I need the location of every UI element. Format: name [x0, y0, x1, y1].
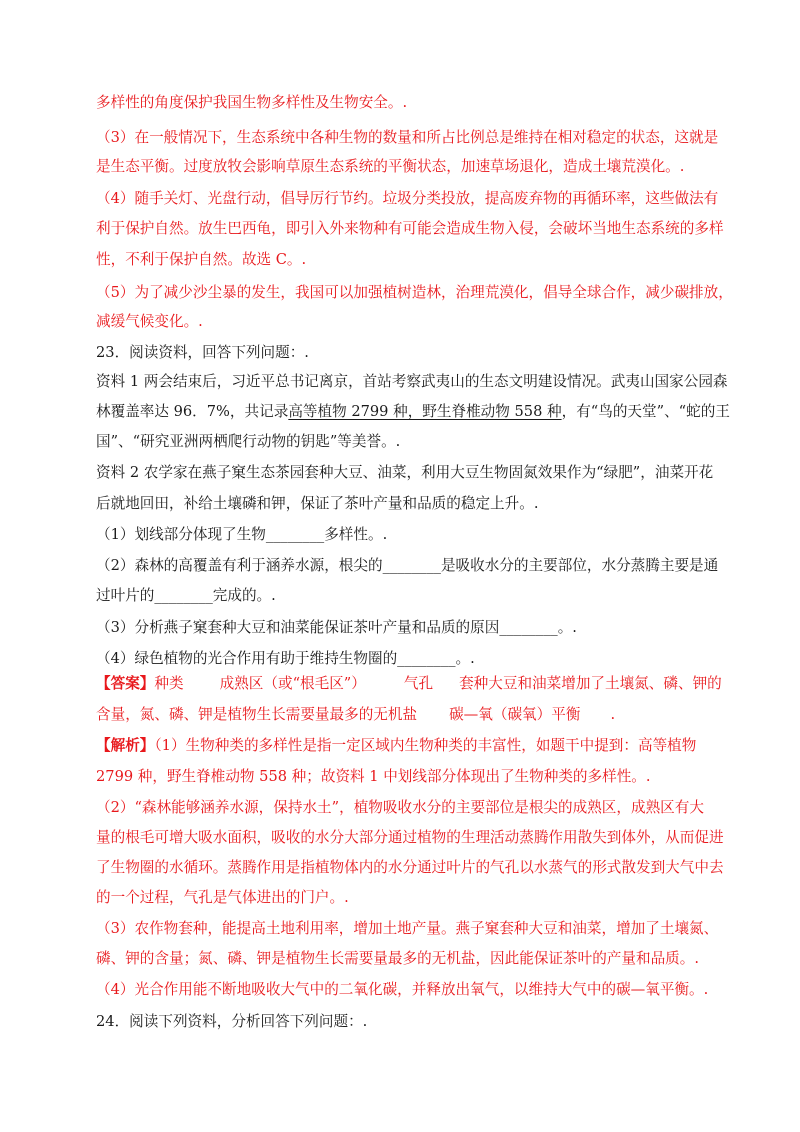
analysis-p2-line2: 量的根毛可增大吸水面积，吸收的水分大部分通过植物的生理活动蒸腾作用散失到体外，从而促进: [96, 829, 724, 846]
prev-analysis-p3-line2: 是生态平衡。过度放牧会影响草原生态系统的平衡状态，加速草场退化，造成土壤荒漠化。.: [96, 158, 685, 175]
analysis-p3-line1: （3）农作物套种，能提高土地利用率，增加土地产量。燕子窠套种大豆和油菜，增加了土壤氮、: [96, 920, 719, 937]
prev-analysis-p5-line2: 减缓气候变化。.: [96, 313, 203, 330]
answer-5: 碳—氧（碳氧）平衡: [449, 706, 581, 723]
sub-question-4: （4）绿色植物的光合作用有助于维持生物圈的________。.: [96, 650, 475, 667]
answer-line1: [96, 674, 722, 694]
prev-analysis-p5-line1: （5）为了减少沙尘暴的发生，我国可以加强植树造林，治理荒漠化，倡导全球合作，减少碳排放，: [96, 284, 733, 301]
answer-end-mark: .: [610, 706, 616, 723]
analysis-tag: 【解析】: [96, 737, 155, 754]
sub-question-2-line2: 过叶片的________完成的。.: [96, 587, 276, 604]
answer-line2: [96, 705, 615, 725]
analysis-p1-line2: 2799 种，野生脊椎动物 558 种；故资料 1 中划线部分体现出了生物种类的多样性。.: [96, 768, 651, 785]
analysis-p2-line3: 了生物圈的水循环。蒸腾作用是指植物体内的水分通过叶片的气孔以水蒸气的形式散发到大气中去: [96, 859, 724, 876]
prev-analysis-p4-line1: （4）随手关灯、光盘行动，倡导厉行节约。垃圾分类投放，提高废弃物的再循环率，这些做法有: [96, 190, 719, 207]
prev-analysis-p4-line3: 性，不利于保护自然。故选 C。.: [96, 251, 307, 268]
analysis-p2-line4: 的一个过程，气孔是气体进出的门户。.: [96, 889, 349, 906]
question-24-stem: 24．阅读下列资料，分析回答下列问题：.: [96, 1013, 368, 1030]
analysis-p3-line2: 磷、钾的含量；氮、磷、钾是植物生长需要量最多的无机盐，因此能保证茶叶的产量和品质。.: [96, 950, 699, 967]
material-1-line2: [96, 402, 730, 422]
prev-analysis-p2-tail: 多样性的角度保护我国生物多样性及生物安全。.: [96, 94, 408, 111]
analysis-p1-line1: [96, 736, 696, 756]
material-2-line1: 资料 2 农学家在燕子窠生态茶园套种大豆、油菜，利用大豆生物固氮效果作为“绿肥”，油菜开花: [96, 464, 714, 481]
answer-tag: 【答案】: [96, 675, 155, 692]
prev-analysis-p4-line2: 利于保护自然。放生巴西龟，即引入外来物种有可能会造成生物入侵，会破坏当地生态系统的多样: [96, 220, 724, 237]
material-1-line3: 国”、“研究亚洲两栖爬行动物的钥匙”等美誉。.: [96, 433, 401, 450]
material-1-line1: 资料 1 两会结束后，习近平总书记离京，首站考察武夷山的生态文明建设情况。武夷山国家公园森: [96, 373, 728, 390]
analysis-p4: （4）光合作用能不断地吸收大气中的二氧化碳，并释放出氧气，以维持大气中的碳—氧平衡。.: [96, 981, 709, 998]
material-1-line2-start: 林覆盖率达 96．7%，共记录: [96, 403, 289, 420]
question-23-stem: 23．阅读资料，回答下列问题：.: [96, 344, 309, 361]
analysis-p2-line1: （2）“森林能够涵养水源，保持水土”，植物吸收水分的主要部位是根尖的成熟区，成熟区有大: [96, 799, 704, 816]
answer-1: 种类: [154, 675, 184, 692]
underlined-phrase: 高等植物 2799 种，野生脊椎动物 558 种: [288, 403, 562, 420]
sub-question-2-line1: （2）森林的高覆盖有利于涵养水源，根尖的________是吸收水分的主要部位，水分蒸腾主要是通: [96, 557, 719, 574]
material-2-line2: 后就地回田，补给土壤磷和钾，保证了茶叶产量和品质的稳定上升。.: [96, 495, 539, 512]
answer-3: 气孔: [403, 675, 434, 692]
answer-2: 成熟区（或“根毛区”）: [219, 675, 366, 692]
prev-analysis-p3-line1: （3）在一般情况下，生态系统中各种生物的数量和所占比例总是维持在相对稳定的状态，这就是: [96, 129, 719, 146]
material-1-line2-end: ，有“鸟的天堂”、“蛇的王: [561, 403, 730, 420]
analysis-p1-line1-text: （1）生物种类的多样性是指一定区域内生物种类的丰富性，如题干中提到：高等植物: [154, 737, 697, 754]
answer-4-cont: 含量，氮、磷、钾是植物生长需要量最多的无机盐: [96, 706, 418, 723]
sub-question-1: （1）划线部分体现了生物________多样性。.: [96, 526, 388, 543]
sub-question-3: （3）分析燕子窠套种大豆和油菜能保证茶叶产量和品质的原因________。.: [96, 619, 577, 636]
answer-4: 套种大豆和油菜增加了土壤氮、磷、钾的: [459, 675, 722, 692]
